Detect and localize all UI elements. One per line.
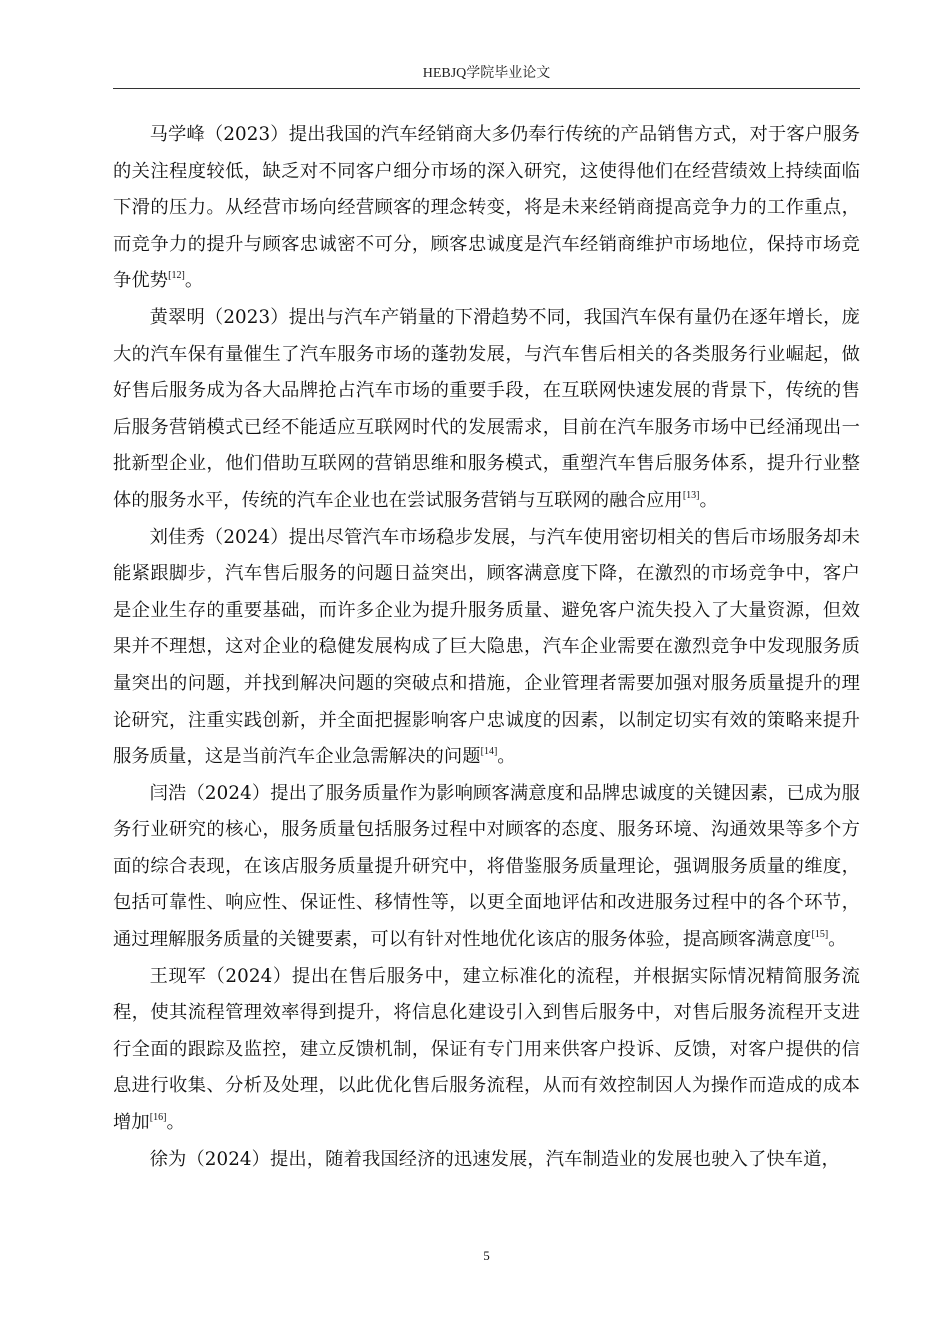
paragraph-end: 。 bbox=[166, 1112, 185, 1134]
paragraph-end: 。 bbox=[184, 270, 204, 292]
paragraph-huang-cuiming bbox=[113, 300, 860, 520]
paragraph-text: 闫浩（2024）提出了服务质量作为影响顾客满意度和品牌忠诚度的关键因素，已成为服务行业研究的核心，服务质量包括服务过程中对顾客的态度、服务环境、沟通效果等多个方面的综合表现，在该店服务质量提升研究中，将借鉴服务质量理论，强调服务质量的维度，包括可靠性、响应性、保证性、移情性等，以更全面地评估和改进服务过程中的各个环节，通过理解服务质量的关键要素，可以有针对性地优化该店的服务体验，提高顾客满意度 bbox=[113, 782, 860, 951]
paragraph-yan-hao bbox=[113, 776, 860, 959]
citation-ref-15: [15] bbox=[811, 929, 829, 941]
page-header-title: HEBJQ学院毕业论文 bbox=[422, 66, 551, 81]
citation-ref-12: [12] bbox=[168, 270, 185, 282]
paragraph-text: 徐为（2024）提出，随着我国经济的迅速发展，汽车制造业的发展也驶入了快车道， bbox=[149, 1148, 840, 1170]
header-divider bbox=[113, 88, 860, 89]
paragraph-text: 黄翠明（2023）提出与汽车产销量的下滑趋势不同，我国汽车保有量仍在逐年增长，庞大的汽车保有量催生了汽车服务市场的蓬勃发展，与汽车售后相关的各类服务行业崛起，做好售后服务成为各大品牌抢占汽车市场的重要手段，在互联网快速发展的背景下，传统的售后服务营销模式已经不能适应互联网时代的发展需求，目前在汽车服务市场中已经涌现出一批新型企业，他们借助互联网的营销思维和服务模式，重塑汽车售后服务体系，提升行业整体的服务水平，传统的汽车企业也在尝试服务营销与互联网的融合应用 bbox=[113, 306, 860, 511]
paragraph-text: 刘佳秀（2024）提出尽管汽车市场稳步发展，与汽车使用密切相关的售后市场服务却未能紧跟脚步，汽车售后服务的问题日益突出，顾客满意度下降，在激烈的市场竞争中，客户是企业生存的重要基础，而许多企业为提升服务质量、避免客户流失投入了大量资源，但效果并不理想，这对企业的稳健发展构成了巨大隐患，汽车企业需要在激烈竞争中发现服务质量突出的问题，并找到解决问题的突破点和措施，企业管理者需要加强对服务质量提升的理论研究，注重实践创新，并全面把握影响客户忠诚度的因素，以制定切实有效的策略来提升服务质量，这是当前汽车企业急需解决的问题 bbox=[113, 526, 860, 768]
citation-ref-16: [16] bbox=[149, 1112, 167, 1124]
paragraph-text: 马学峰（2023）提出我国的汽车经销商大多仍奉行传统的产品销售方式，对于客户服务的关注程度较低，缺乏对不同客户细分市场的深入研究，这使得他们在经营绩效上持续面临下滑的压力。从经营市场向经营顾客的理念转变，将是未来经销商提高竞争力的工作重点，而竞争力的提升与顾客忠诚密不可分，顾客忠诚度是汽车经销商维护市场地位，保持市场竞争优势 bbox=[113, 124, 860, 292]
paragraph-end: 。 bbox=[828, 929, 847, 951]
paragraph-ma-xuefeng bbox=[113, 117, 860, 300]
citation-ref-14: [14] bbox=[480, 746, 498, 758]
paragraph-liu-jiaxiu bbox=[113, 520, 860, 776]
page-number: 5 bbox=[483, 1248, 490, 1263]
paragraph-text: 王现军（2024）提出在售后服务中，建立标准化的流程，并根据实际情况精简服务流程，使其流程管理效率得到提升，将信息化建设引入到售后服务中，对售后服务流程开支进行全面的跟踪及监控，建立反馈机制，保证有专门用来供客户投诉、反馈，对客户提供的信息进行收集、分析及处理，以此优化售后服务流程，从而有效控制因人为操作而造成的成本增加 bbox=[113, 965, 860, 1134]
paragraph-xu-wei bbox=[113, 1142, 860, 1179]
body-text bbox=[113, 117, 860, 1178]
paragraph-end: 。 bbox=[497, 746, 516, 768]
paragraph-wang-xianjun bbox=[113, 959, 860, 1142]
citation-ref-13: [13] bbox=[682, 489, 700, 501]
paragraph-end: 。 bbox=[699, 489, 718, 511]
